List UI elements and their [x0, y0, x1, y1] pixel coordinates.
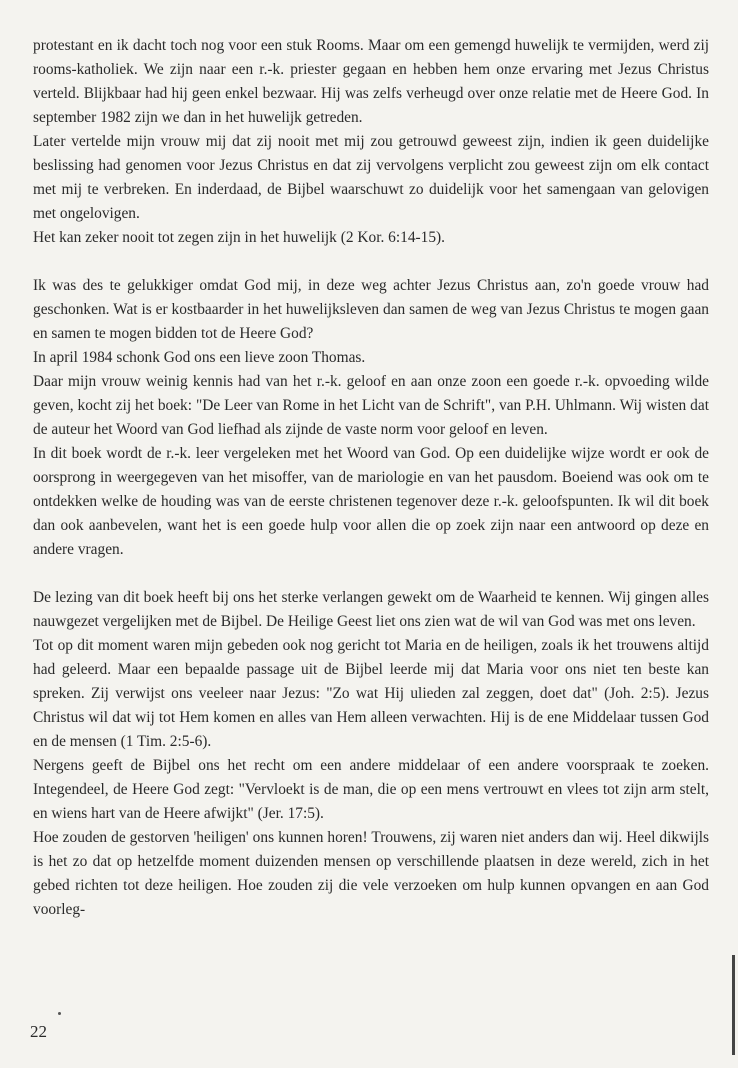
paragraph: Later vertelde mijn vrouw mij dat zij nooit met mij zou getrouwd geweest zijn, indien ik geen duidelijke beslissing had genomen voor Jezus Christus en dat zij vervolgens verplicht zou geweest zijn om elk contact met mij te verbreken. En inderdaad, de Bijbel waarschuwt zo duidelijk voor het samengaan van gelovigen met ongelovigen.: [33, 133, 709, 222]
paragraph: Hoe zouden de gestorven 'heiligen' ons kunnen horen! Trouwens, zij waren niet anders dan wij. Heel dikwijls is het zo dat op hetzelfde moment duizenden mensen op verschillende plaatsen in deze wereld, zich in het gebed richten tot deze heiligen. Hoe zouden zij die vele verzoeken om hulp kunnen opvangen en aan God voorleg-: [33, 829, 709, 918]
paragraph: Daar mijn vrouw weinig kennis had van het r.-k. geloof en aan onze zoon een goede r.-k. opvoeding wilde geven, kocht zij het boek: "De Leer van Rome in het Licht van de Schrift", van P.H. Uhlmann. Wij wisten dat de auteur het Woord van God liefhad als zijnde de vaste norm voor geloof en leven.: [33, 373, 709, 438]
paragraph-gap: [33, 562, 709, 586]
paragraph: protestant en ik dacht toch nog voor een stuk Rooms. Maar om een gemengd huwelijk te vermijden, werd zij rooms-katholiek. We zijn naar een r.-k. priester gegaan en hebben hem onze ervaring met Jezus Christus verteld. Blijkbaar had hij geen enkel bezwaar. Hij was zelfs verheugd over onze relatie met de Heere God. In september 1982 zijn we dan in het huwelijk getreden.: [33, 37, 709, 126]
paragraph: Ik was des te gelukkiger omdat God mij, in deze weg achter Jezus Christus aan, zo'n goede vrouw had geschonken. Wat is er kostbaarder in het huwelijksleven dan samen de weg van Jezus Christus te mogen gaan en samen te mogen bidden tot de Heere God?: [33, 277, 709, 342]
paragraph: Het kan zeker nooit tot zegen zijn in het huwelijk (2 Kor. 6:14-15).: [33, 229, 446, 246]
paragraph: In april 1984 schonk God ons een lieve zoon Thomas.: [33, 349, 366, 366]
page-body: [33, 34, 709, 922]
paragraph: De lezing van dit boek heeft bij ons het sterke verlangen gewekt om de Waarheid te kennen. Wij gingen alles nauwgezet vergelijken met de Bijbel. De Heilige Geest liet ons zien wat de wil van God was met ons leven.: [33, 589, 709, 630]
page-number: 22: [30, 1022, 47, 1041]
scan-edge-mark: [732, 955, 735, 1055]
paragraph-gap: [33, 250, 709, 274]
paragraph: In dit boek wordt de r.-k. leer vergeleken met het Woord van God. Op een duidelijke wijze wordt er ook de oorsprong in weergegeven van het misoffer, van de mariologie en van het pausdom. Boeiend was ook om te ontdekken welke de houding was van de eerste christenen tegenover deze r.-k. geloofspunten. Ik wil dit boek dan ook aanbevelen, want het is een goede hulp voor allen die op zoek zijn naar een antwoord op deze en andere vragen.: [33, 445, 709, 558]
paragraph: Tot op dit moment waren mijn gebeden ook nog gericht tot Maria en de heiligen, zoals ik het trouwens altijd had geleerd. Maar een bepaalde passage uit de Bijbel leerde mij dat Maria voor ons niet ten beste kan spreken. Zij verwijst ons veeleer naar Jezus: "Zo wat Hij ulieden zal zeggen, doet dat" (Joh. 2:5). Jezus Christus wil dat wij tot Hem komen en alles van Hem alleen verwachten. Hij is de ene Middelaar tussen God en de mensen (1 Tim. 2:5-6).: [33, 637, 709, 750]
print-speck: [58, 1012, 61, 1015]
paragraph: Nergens geeft de Bijbel ons het recht om een andere middelaar of een andere voorspraak te zoeken. Integendeel, de Heere God zegt: "Vervloekt is de man, die op een mens vertrouwt en vlees tot zijn arm stelt, en wiens hart van de Heere afwijkt" (Jer. 17:5).: [33, 757, 709, 822]
